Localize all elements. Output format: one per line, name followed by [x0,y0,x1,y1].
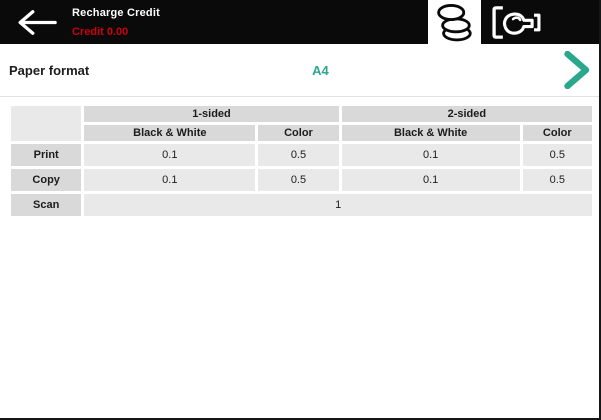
price-cell: 0.1 [84,144,255,166]
table-row-copy [11,169,592,191]
table-group-header-row [11,106,592,122]
table-row-scan [11,194,592,216]
group-header-1sided: 1-sided [84,106,338,122]
credit-amount: Credit 0.00 [72,25,129,38]
title-block [72,7,160,38]
paper-format-label: Paper format [9,62,90,78]
price-cell: 0.5 [258,169,338,191]
back-button[interactable] [16,8,57,37]
sub-header-bw-1sided: Black & White [84,125,255,141]
tab-cash-payment[interactable] [481,0,599,44]
table-sub-header-row [11,125,592,141]
chevron-right-icon [564,51,591,89]
price-table [8,103,595,219]
paper-format-value: A4 [312,62,329,78]
price-cell: 0.5 [523,144,592,166]
price-cell: 0.5 [258,144,338,166]
top-bar-main [0,0,428,44]
top-bar [0,0,599,44]
tab-coins-payment[interactable] [428,0,481,44]
price-cell: 0.1 [84,169,255,191]
sub-header-bw-2sided: Black & White [342,125,520,141]
table-corner-cell [11,106,81,141]
sub-header-color-2sided: Color [523,125,592,141]
page-title: Recharge Credit [72,6,160,19]
coins-icon [434,2,476,42]
group-header-2sided: 2-sided [342,106,592,122]
row-label-copy: Copy [11,169,81,191]
price-cell: 0.1 [342,144,520,166]
price-cell: 0.5 [523,169,592,191]
price-cell-scan: 1 [84,194,592,216]
price-cell: 0.1 [342,169,520,191]
row-label-scan: Scan [11,194,81,216]
table-row-print [11,144,592,166]
insert-cash-icon [488,3,545,42]
sub-header-color-1sided: Color [258,125,338,141]
paper-format-row[interactable] [0,44,599,97]
back-arrow-icon [16,8,57,37]
row-label-print: Print [11,144,81,166]
